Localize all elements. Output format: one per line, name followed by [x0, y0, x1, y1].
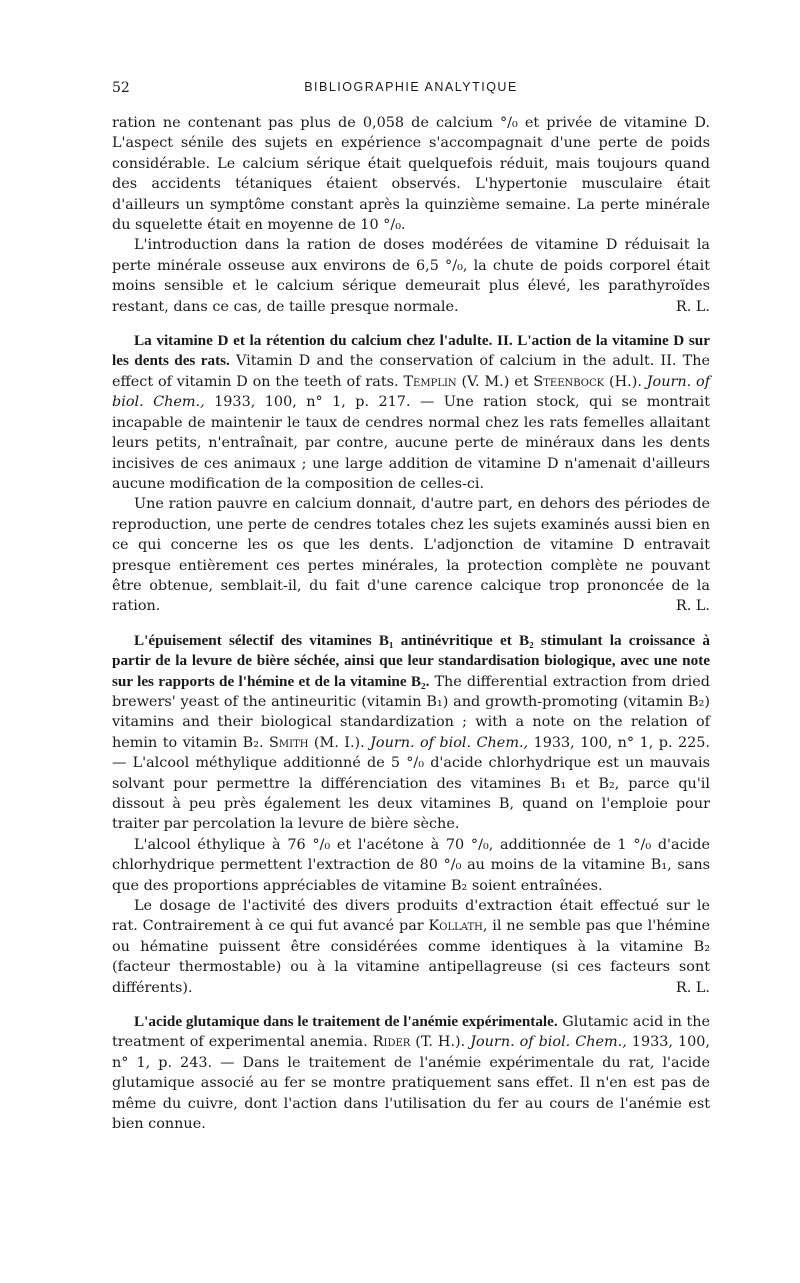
- entry-title: La vitamine D et la rétention du calcium chez l'adulte. II. L'action de la vitamine D sur les dents des rats.: [112, 332, 710, 370]
- author-initials: (T. H.).: [415, 1034, 466, 1051]
- continued-paragraph-2: [112, 235, 710, 317]
- entry-lead: [112, 1012, 710, 1134]
- citation: 1933, 100, n° 1, p. 243. —: [112, 1034, 711, 1071]
- page-number: 52: [112, 80, 130, 96]
- entry-title: L'épuisement sélectif des vitamines B₁ antinévritique et B₂ stimulant la croissance à partir de la levure de bière séchée, ainsi que leur standardisation biologique, avec une note sur les rapports de l'hémine et de la vitamine B₂.: [112, 631, 710, 690]
- paragraph-text: Une ration pauvre en calcium donnait, d'autre part, en dehors des périodes de reproduction, une perte de cendres totales chez les sujets examinés aussi bien en ce qui concerne les os que les dents. L'adjonction de vitamine D entravait presque entièrement ces pertes minérales, la protection complète ne pouvant être obtenue, semblait-il, du fait d'une carence calcique trop prononcée de la ration.: [112, 496, 710, 615]
- abstract-entry: [112, 331, 710, 617]
- signature: R. L.: [675, 598, 710, 615]
- english-reference: Glutamic acid in the treatment of experimental anemia.: [112, 1014, 711, 1051]
- author-name: Kollath: [428, 918, 483, 935]
- author-initials: (M. I.).: [313, 734, 365, 751]
- entry-title: L'acide glutamique dans le traitement de l'anémie expérimentale.: [134, 1013, 558, 1031]
- signature: R. L.: [675, 298, 710, 315]
- author-name: Steenbock: [533, 373, 605, 390]
- author-name: Rider: [372, 1034, 411, 1051]
- paragraph-text: , il ne semble pas que l'hémine ou hématine puissent être considérées comme identiques à la vitamine B₂ (facteur thermostable) ou à la vitamine antipellagreuse (si ces facteurs sont différents).: [112, 918, 711, 996]
- journal-name: Journ. of biol. Chem.,: [470, 1034, 627, 1051]
- paragraph-text: L'alcool méthylique additionné de 5 °/₀ d'acide chlorhydrique est un mauvais solvant pour permettre la différenciation des vitamines B₁ et B₂, parce qu'il dissout à peu près également les deux vitamines B, quand on l'emploie pour traiter par percolation la levure de bière sèche.: [112, 755, 710, 833]
- article-body: [112, 113, 710, 1135]
- page-header: [112, 80, 710, 100]
- citation: 1933, 100, n° 1, p. 225. —: [112, 734, 710, 772]
- entry-lead: [112, 331, 710, 494]
- abstract-entry: [112, 1012, 710, 1134]
- entry-lead: [112, 631, 710, 835]
- author-name: Smith: [269, 734, 309, 751]
- entry-paragraph: L'alcool éthylique à 76 °/₀ et l'acétone à 70 °/₀, additionnée de 1 °/₀ d'acide chlorhydrique permettent l'extraction de 80 °/₀ au moins de la vitamine B₁, sans que des proportions appréciables de vitamine B₂ soient entraînées.: [112, 836, 710, 894]
- abstract-entry: [112, 631, 710, 998]
- journal-name: Journ. of biol. Chem.,: [112, 373, 711, 411]
- author-initials: (V. M.) et: [461, 373, 529, 390]
- paragraph-text: Le dosage de l'activité des divers produits d'extraction était effectué sur le rat. Contrairement à ce qui fut avancé par: [112, 898, 710, 935]
- journal-name: Journ. of biol. Chem.,: [370, 734, 529, 751]
- paragraph-text: Dans le traitement de l'anémie expérimentale du rat, l'acide glutamique associé au fer se montre pratiquement sans effet. Il n'en est pas de même du cuivre, dont l'action dans l'utilisation du fer au cours de l'anémie est bien connue.: [112, 1054, 710, 1133]
- continued-paragraph: ration ne contenant pas plus de 0,058 de calcium °/₀ et privée de vitamine D. L'aspect sénile des sujets en expérience s'accompagnait d'une perte de poids considérable. Le calcium sérique était quelquefois réduit, mais toujours quand des accidents tétaniques étaient observés. L'hypertonie musculaire était d'ailleurs un symptôme constant après la quinzième semaine. La perte minérale du squelette était en moyenne de 10 °/₀.: [112, 115, 710, 234]
- citation: 1933, 100, n° 1, p. 217. —: [214, 394, 435, 411]
- running-title: BIBLIOGRAPHIE ANALYTIQUE: [304, 80, 518, 94]
- english-reference: Vitamin D and the conservation of calcium in the adult. II. The effect of vitamin D on the teeth of rats.: [112, 353, 711, 390]
- paragraph-text: Une ration stock, qui se montrait incapable de maintenir le taux de cendres normal chez les rats femelles allaitant leurs petits, n'entraînait, par contre, aucune perte de minéraux dans les dents incisives de ces animaux ; une large addition de vitamine D n'amenait d'ailleurs aucune modification de la composition de celles-ci.: [112, 394, 711, 492]
- entry-paragraph: [112, 896, 710, 998]
- english-reference: The differential extraction from dried brewers' yeast of the antineuritic (vitamin B₁) and growth-promoting (vitamin B₂) vitamins and their biological standardization ; with a note on the relation of hemin to vitamin B₂.: [112, 673, 711, 751]
- author-name: Templin: [403, 373, 457, 390]
- entry-paragraph: [112, 494, 710, 616]
- signature: R. L.: [675, 979, 710, 996]
- paragraph-text: L'introduction dans la ration de doses modérées de vitamine D réduisait la perte minérale osseuse aux environs de 6,5 °/₀, la chute de poids corporel était moins sensible et le calcium sérique demeurait plus élevé, les parathyroïdes restant, dans ce cas, de taille presque normale.: [112, 237, 710, 315]
- author-initials: (H.).: [608, 373, 642, 390]
